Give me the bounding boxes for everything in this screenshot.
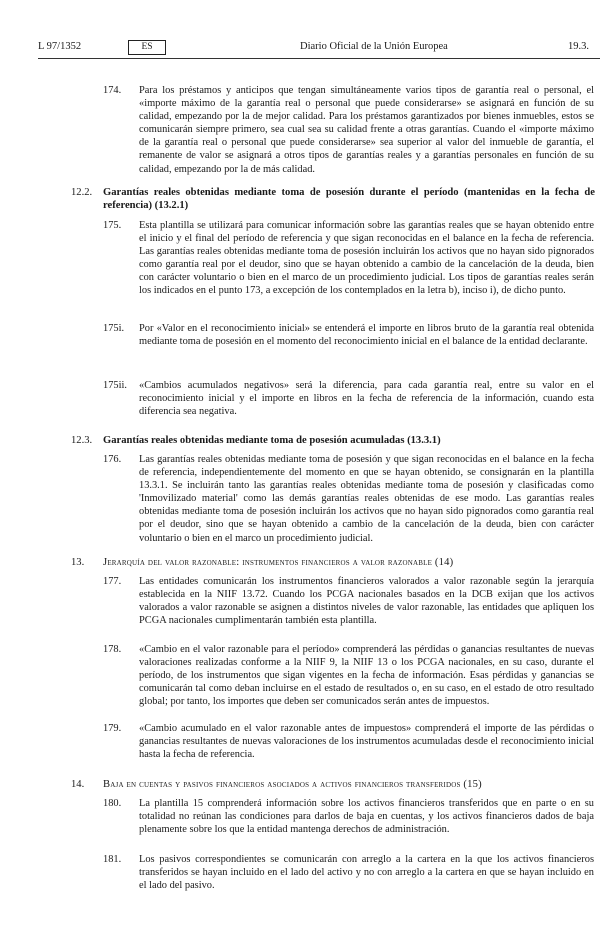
paragraph-text: «Cambio acumulado en el valor razonable antes de impuestos» comprenderá el importe de las pérdidas o ganancias resultantes de nuevas valoraciones de los instrumentos acumuladas desde el reconocimiento inicial hasta la fecha de referencia. xyxy=(139,723,594,761)
section-number: 12.3. xyxy=(71,435,93,446)
header-rule xyxy=(38,58,600,59)
paragraph-number: 176. xyxy=(103,454,122,465)
paragraph-number: 180. xyxy=(103,798,122,809)
paragraph-text: Las entidades comunicarán los instrumentos financieros valorados a valor razonable según la jerarquía establecida en la NIIF 13.72. Cuando los PCGA nacionales basados en la DCB exijan que los activos valorados a valor razonable se asignen a distintos niveles de valor razonable, las entidades que apliquen los PCGA nacionales cumplimentarán también esta plantilla. xyxy=(139,576,594,627)
page-date: 19.3. xyxy=(568,41,589,52)
section-title: Garantías reales obtenidas mediante toma de posesión acumuladas (13.3.1) xyxy=(103,435,441,446)
paragraph-number: 174. xyxy=(103,85,122,96)
paragraph-number: 177. xyxy=(103,576,122,587)
paragraph-text: Para los préstamos y anticipos que tengan simultáneamente varios tipos de garantía real o personal, el «importe máximo de la garantía real o personal que puede considerarse» se asignará en función de su calidad, empezando por la de mejor calidad. Para los préstamos garantizados por bienes inmuebles, estos se comunicarán siempre primero, sea cual sea su calidad frente a otras garantías. Cuando el «importe máximo de la garantía real o personal que puede considerarse» sea superior al valor del inmueble de garantía, el remanente de valor se asignará a otros tipos de garantías reales y a garantías personales en función de su calidad, empezando por la de más calidad. xyxy=(139,85,594,175)
paragraph-text: «Cambio en el valor razonable para el período» comprenderá las pérdidas o ganancias resultantes de nuevas valoraciones realizadas conforme a la NIIF 9, la NIIF 13 o los PCGA nacionales, en su caso, durante el período, de los instrumentos que sigan vigentes en la fecha de información. Esas pérdidas y ganancias se comunicarán tal como deban incluirse en el estado de resultados o, en su caso, en el estado de otro resultado global; por tanto, los importes que deben ser comunicados serán antes de impuestos. xyxy=(139,644,594,708)
paragraph-number: 175. xyxy=(103,220,122,231)
journal-title: Diario Oficial de la Unión Europea xyxy=(300,41,448,52)
page-header xyxy=(38,40,600,56)
paragraph-number: 175i. xyxy=(103,323,125,334)
section-number: 13. xyxy=(71,557,85,568)
paragraph-text: Esta plantilla se utilizará para comunicar información sobre las garantías reales que se hayan obtenido entre el inicio y el final del período de referencia y que sigan reconocidas en el balance en la fecha de referencia. Las garantías reales obtenidas mediante toma de posesión incluirán los activos que no hayan sido pignorados como garantía real por el deudor, sino que se hayan obtenido a cambio de la cancelación de la deuda, bien con carácter voluntario o bien en el marco de un procedimiento judicial. Los tipos de garantías reales serán los indicados en el punto 173, a excepción de los contemplados en la letra b), inciso i), de dicho punto. xyxy=(139,220,594,297)
paragraph-number: 179. xyxy=(103,723,122,734)
paragraph-number: 175ii. xyxy=(103,380,127,391)
section-title: Jerarquía del valor razonable: instrumentos financieros a valor razonable (14) xyxy=(103,557,454,568)
section-number: 12.2. xyxy=(71,187,93,198)
paragraph-text: «Cambios acumulados negativos» será la diferencia, para cada garantía real, entre su valor en el reconocimiento inicial y el importe en libros en la fecha de referencia de la información, cuando esta diferencia sea negativa. xyxy=(139,380,594,418)
paragraph-number: 178. xyxy=(103,644,122,655)
paragraph-text: Por «Valor en el reconocimiento inicial» se entenderá el importe en libros bruto de la garantía real obtenida mediante toma de posesión en el momento del reconocimiento inicial en el balance de la entidad declarante. xyxy=(139,323,594,348)
paragraph-number: 181. xyxy=(103,854,122,865)
paragraph-text: Las garantías reales obtenidas mediante toma de posesión y que sigan reconocidas en el balance en la fecha de referencia, independientemente del momento en que se hayan obtenido, se consignarán en la plantilla 13.3.1. Se incluirán tanto las garantías reales obtenidas mediante toma de posesión y clasificadas como 'Inmovilizado material' como las demás garantías reales obtenidas de ese modo. Las garantías reales obtenidas mediante toma de posesión incluirán los activos que no hayan sido pignorados como garantía real por el deudor, sino que se hayan obtenido a cambio de la cancelación de la deuda, bien con carácter voluntario o bien en el marco un procedimiento judicial. xyxy=(139,454,594,544)
section-number: 14. xyxy=(71,779,85,790)
journal-reference: L 97/1352 xyxy=(38,41,82,52)
paragraph-text: Los pasivos correspondientes se comunicarán con arreglo a la cartera en la que los activos financieros transferidos se hayan incluido en el lado del activo y no con arreglo a la cartera en que se hayan incluido en el lado del pasivo. xyxy=(139,854,594,892)
language-badge: ES xyxy=(128,40,166,55)
section-title: Baja en cuentas y pasivos financieros asociados a activos financieros transferidos (15) xyxy=(103,779,482,790)
section-title: Garantías reales obtenidas mediante toma de posesión durante el período (mantenidas en la fecha de referencia) (13.2.1) xyxy=(103,187,595,212)
paragraph-text: La plantilla 15 comprenderá información sobre los activos financieros transferidos que en parte o en su totalidad no reúnan las condiciones para darlos de baja en cuentas, y los activos financieros dados de baja plenamente sobre los que la entidad mantenga derechos de administración. xyxy=(139,798,594,836)
